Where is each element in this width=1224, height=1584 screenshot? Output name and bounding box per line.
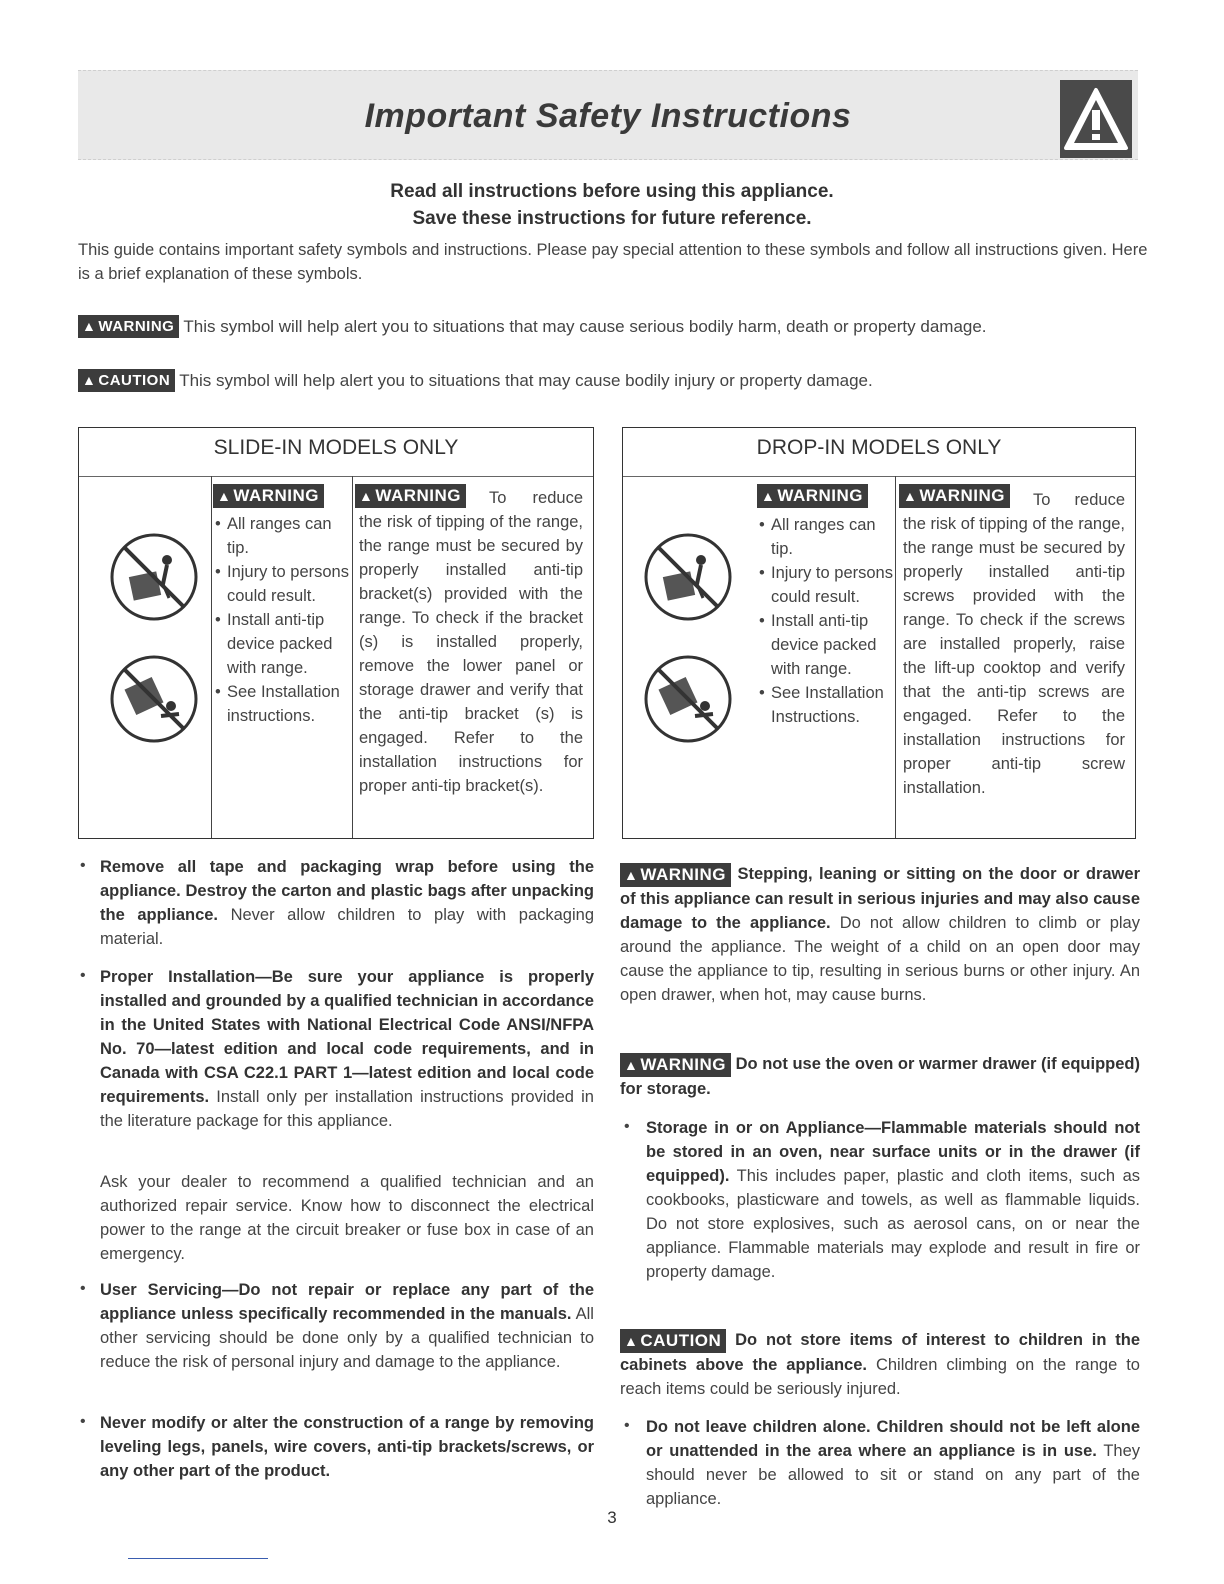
drop-in-title: DROP-IN MODELS ONLY	[756, 436, 1002, 459]
slide-in-right-text: To reduce the risk of tipping of the range, the range must be secured by properly installed anti-tip bracket(s) provided with the range. To check if the bracket (s) is installed properly, remove the lower panel or storage drawer and verify that the anti-tip bracket (s) is engaged. Refer to the installation instructions for proper anti-tip bracket(s).	[359, 489, 583, 795]
list-item: • Install anti-tip device packed with range.	[215, 608, 351, 680]
caution-symbol-text: This symbol will help alert you to situations that may cause bodily injury or property damage.	[179, 370, 873, 390]
tip-over-range-icon	[109, 532, 199, 622]
drop-in-right-text: To reduce the risk of tipping of the range, the range must be secured by properly installed anti-tip screws provided with the range. To check if the screws are installed properly, raise the lift-up cooktop and verify that the anti-tip screws are engaged. Refer to the installation instructions for proper anti-tip screw installation.	[903, 491, 1125, 797]
list-item: • See Installation Instructions.	[759, 681, 893, 729]
heading-save: Save these instructions for future reference.	[412, 208, 812, 229]
list-item: • Install anti-tip device packed with range.	[759, 609, 893, 681]
page-number: 3	[607, 1508, 617, 1527]
slide-in-warning-badge-1: ▲ WARNING	[213, 484, 324, 508]
list-item: • All ranges can tip.	[759, 513, 893, 561]
dealer-paragraph: Ask your dealer to recommend a qualified technician and an authorized repair service. Know how to disconnect the electrical power to the range at the circuit breaker or fuse box in case of an emergency.	[100, 1173, 594, 1263]
drop-in-box	[622, 427, 1136, 839]
never-modify-paragraph: Never modify or alter the construction of a range by removing leveling legs, panels, wire covers, anti-tip brackets/screws, or any other part of the product.	[100, 1414, 594, 1480]
list-item: • Injury to persons could result.	[759, 561, 893, 609]
caution-symbol-row	[78, 369, 1158, 392]
slide-in-bullets	[215, 512, 351, 728]
stepping-warning-paragraph: ▲ WARNING Stepping, leaning or sitting on the door or drawer of this appliance can result in serious injuries and may also cause damage to the appliance. Do not allow children to climb or play around the appliance. The weight of a child on an open door may cause the appliance to tip, resulting in serious burns or other injury. An open drawer, when hot, may cause burns.	[620, 864, 1140, 1004]
installation-paragraph: Proper Installation—Be sure your appliance is properly installed and grounded by a qualified technician in accordance in the United States with National Electrical Code ANSI/NFPA No. 70—latest edition and local code requirements, and in Canada with CSA C22.1 PART 1—latest edition and local code requirements. Install only per installation instructions provided in the literature package for this appliance.	[100, 968, 594, 1130]
tipped-range-icon	[643, 654, 733, 744]
tipped-range-icon	[109, 654, 199, 744]
slide-in-title: SLIDE-IN MODELS ONLY	[213, 436, 459, 459]
list-item: • Injury to persons could result.	[215, 560, 351, 608]
heading-read-all: Read all instructions before using this appliance.	[390, 181, 834, 202]
packaging-paragraph: Remove all tape and packaging wrap before using the appliance. Destroy the carton and plastic bags after unpacking the appliance. Never allow children to play with packaging material.	[100, 858, 594, 948]
warning-symbol-text: This symbol will help alert you to situations that may cause serious bodily harm, death or property damage.	[183, 316, 987, 336]
intro-paragraph: This guide contains important safety symbols and instructions. Please pay special attention to these symbols and follow all instructions given. Here is a brief explanation of these symbols.	[78, 241, 1148, 283]
header-banner	[78, 70, 1138, 160]
storage-warning-paragraph: ▲ WARNING Do not use the oven or warmer drawer (if equipped) for storage.	[620, 1054, 1140, 1098]
warning-badge: ▲ WARNING	[78, 315, 179, 338]
children-alone-paragraph: Do not leave children alone. Children should not be left alone or unattended in the area where an appliance is in use. They should never be allowed to sit or stand on any part of the appliance.	[646, 1418, 1140, 1508]
warning-symbol-row	[78, 315, 1158, 338]
footer-divider	[128, 1558, 268, 1559]
drop-in-warning-badge-2: ▲ WARNING	[899, 484, 1010, 508]
slide-in-warning-badge-2: ▲ WARNING	[355, 484, 466, 508]
warning-triangle-icon	[1060, 80, 1132, 158]
page-title: Important Safety Instructions	[364, 97, 852, 135]
tip-over-range-icon	[643, 532, 733, 622]
user-servicing-paragraph: User Servicing—Do not repair or replace any part of the appliance unless specifically recommended in the manuals. All other servicing should be done only by a qualified technician to reduce the risk of personal injury and damage to the appliance.	[100, 1281, 594, 1371]
drop-in-warning-badge-1: ▲ WARNING	[757, 484, 868, 508]
caution-badge: ▲ CAUTION	[78, 369, 175, 392]
children-caution-paragraph: ▲ CAUTION Do not store items of interest to children in the cabinets above the appliance. Children climbing on the range to reach items could be seriously injured.	[620, 1330, 1140, 1398]
drop-in-bullets	[759, 513, 893, 729]
flammable-storage-paragraph: Storage in or on Appliance—Flammable materials should not be stored in an oven, near surface units or in the drawer (if equipped). This includes paper, plastic and cloth items, such as cookbooks, plasticware and towels, as well as flammable liquids. Do not store explosives, such as aerosol cans, on or near the appliance. Flammable materials may explode and result in fire or property damage.	[646, 1119, 1140, 1281]
list-item: • All ranges can tip.	[215, 512, 351, 560]
list-item: • See Installation instructions.	[215, 680, 351, 728]
slide-in-box	[78, 427, 594, 839]
